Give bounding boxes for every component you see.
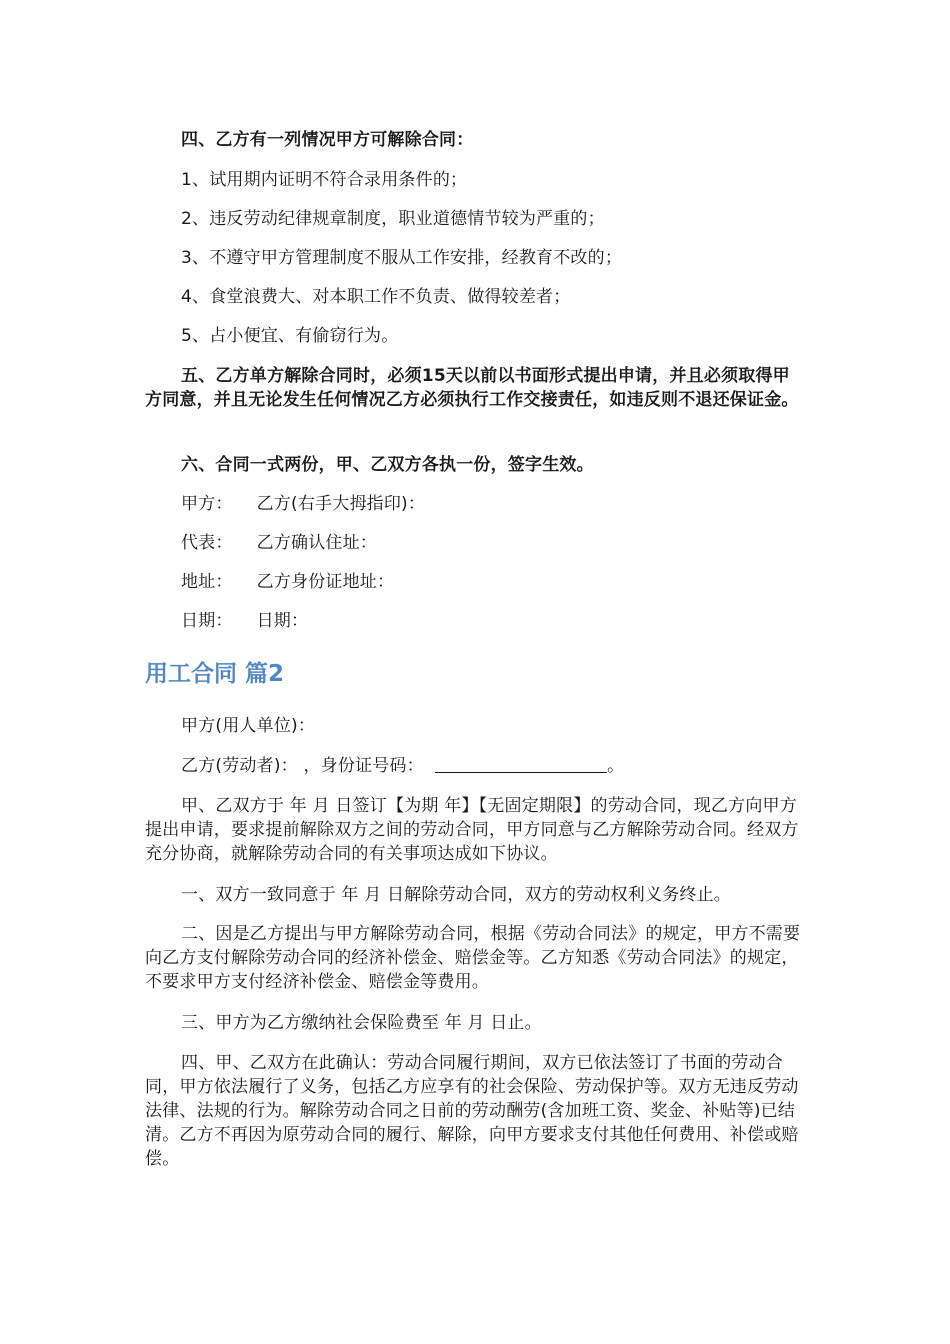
party-b-label: 乙方(劳动者)： ，身份证号码： [181,756,424,776]
clause-6: 六、合同一式两份，甲、乙双方各执一份，签字生效。 [181,455,594,475]
party-b-suffix: 。 [607,756,625,776]
clause-5: 五、乙方单方解除合同时，必须15天以前以书面形式提出申请，并且必须取得甲方同意，并且无论发生任何情况乙方必须执行工作交接责任，如违反则不退还保证金。 [145,366,799,410]
signature-label-party-b-address: 乙方确认住址： [256,533,378,553]
signature-row-1 [145,492,805,516]
signature-label-party-b: 乙方(右手大拇指印)： [256,494,426,514]
signature-label-address: 地址： [181,572,233,592]
clause-4-item-2: 2、违反劳动纪律规章制度，职业道德情节较为严重的； [181,209,605,229]
signature-label-party-a: 甲方： [181,494,233,514]
agreement-clause-4: 四、甲、乙双方在此确认：劳动合同履行期间，双方已依法签订了书面的劳动合同，甲方依法履行了义务，包括乙方应享有的社会保险、劳动保护等。双方无违反劳动法律、法规的行为。解除劳动合同之日前的劳动酬劳(含加班工资、奖金、补贴等)已结清。乙方不再因为原劳动合同的履行、解除，向甲方要求支付其他任何费用、补偿或赔偿。 [145,1053,799,1169]
agreement-clause-1: 一、双方一致同意于 年 月 日解除劳动合同，双方的劳动权利义务终止。 [181,885,732,905]
clause-4-item-4: 4、食堂浪费大、对本职工作不负责、做得较差者； [181,287,571,307]
intro-paragraph: 甲、乙双方于 年 月 日签订【为期 年】【无固定期限】的劳动合同，现乙方向甲方提出申请，要求提前解除双方之间的劳动合同，甲方同意与乙方解除劳动合同。经双方充分协商，就解除劳动合同的有关事项达成如下协议。 [145,796,799,864]
signature-row-3 [145,570,805,594]
clause-4-item-1: 1、试用期内证明不符合录用条件的； [181,170,468,190]
signature-label-representative: 代表： [181,533,233,553]
section-2-title: 用工合同 篇2 [145,661,285,687]
signature-label-date-b: 日期： [256,611,309,631]
party-a-line: 甲方(用人单位)： [181,716,316,736]
signature-label-date-a: 日期： [181,611,233,631]
id-number-blank [435,756,607,773]
signature-label-party-b-id-address: 乙方身份证地址： [256,572,395,592]
clause-4-item-3: 3、不遵守甲方管理制度不服从工作安排，经教育不改的； [181,248,623,268]
clause-4-item-5: 5、占小便宜、有偷窃行为。 [181,326,399,346]
signature-row-4 [145,609,805,633]
clause-4-heading: 四、乙方有一列情况甲方可解除合同： [181,130,474,150]
party-b-line [145,754,805,778]
agreement-clause-2: 二、因是乙方提出与甲方解除劳动合同，根据《劳动合同法》的规定，甲方不需要向乙方支付解除劳动合同的经济补偿金、赔偿金等。乙方知悉《劳动合同法》的规定，不要求甲方支付经济补偿金、赔偿金等费用。 [145,924,801,992]
agreement-clause-3: 三、甲方为乙方缴纳社会保险费至 年 月 日止。 [181,1013,542,1033]
signature-row-2 [145,531,805,555]
